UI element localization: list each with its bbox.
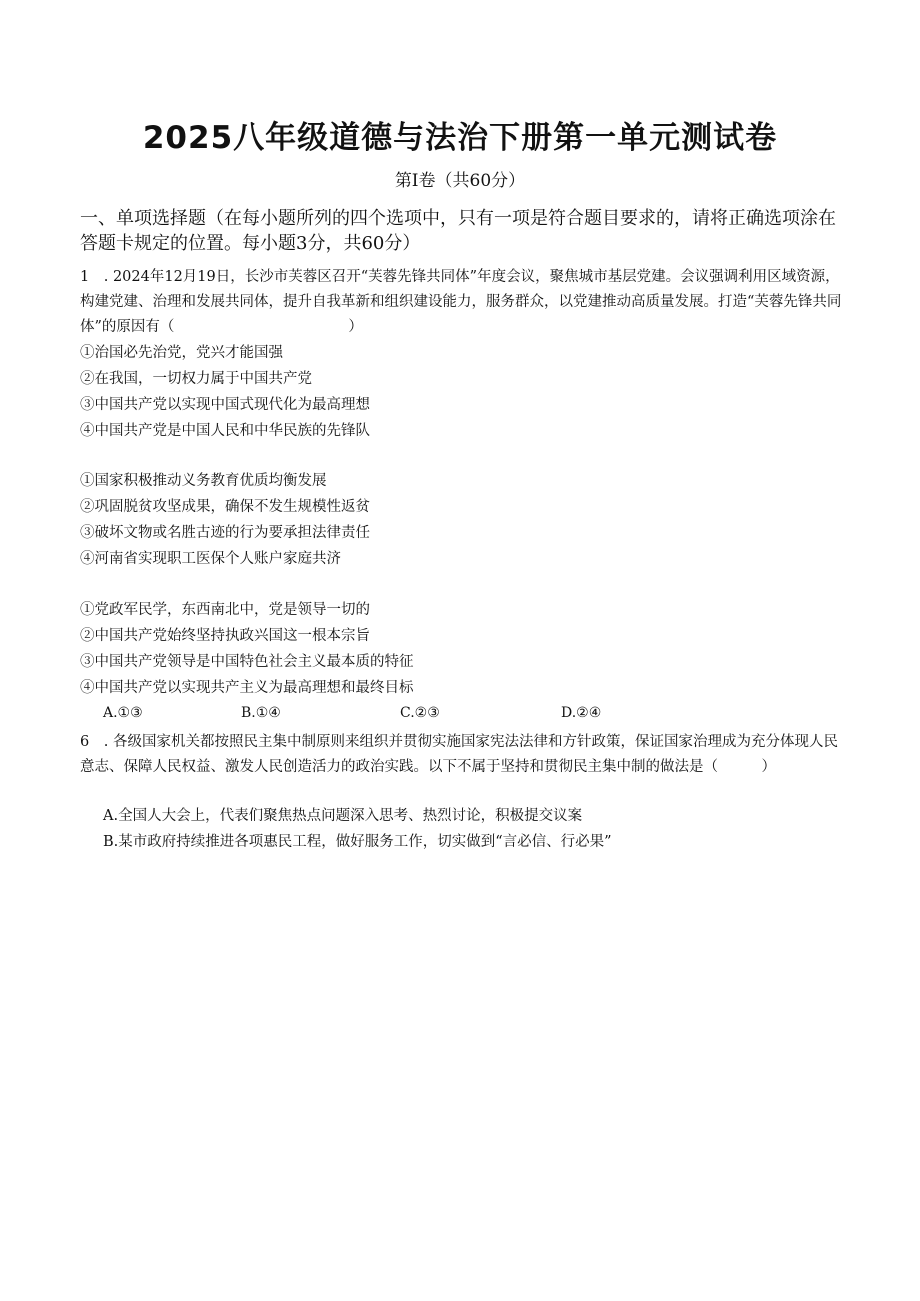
block-3-item-2: ②中国共产党始终坚持执政兴国这一根本宗旨 bbox=[80, 628, 370, 644]
question-1-item-4: ④中国共产党是中国人民和中华民族的先锋队 bbox=[80, 423, 370, 439]
block-3-options bbox=[103, 705, 663, 725]
question-1-item-1: ①治国必先治党，党兴才能国强 bbox=[80, 345, 283, 361]
question-1-item-3: ③中国共产党以实现中国式现代化为最高理想 bbox=[80, 397, 370, 413]
block-2-item-3: ③破坏文物或名胜古迹的行为要承担法律责任 bbox=[80, 525, 370, 541]
option-c: C.②③ bbox=[400, 705, 440, 721]
option-b: B.①④ bbox=[241, 705, 281, 721]
question-6-stem: 6 . 各级国家机关都按照民主集中制原则来组织并贯彻实施国家宪法法律和方针政策，保证国家治理成为充分体现人民意志、保障人民权益、激发人民创造活力的政治实践。以下不属于坚持和贯彻民主集中制的做法是（ ） bbox=[80, 734, 838, 775]
question-6-option-b: B.某市政府持续推进各项惠民工程，做好服务工作，切实做到“言必信、行必果” bbox=[103, 834, 612, 850]
question-1-item-2: ②在我国，一切权力属于中国共产党 bbox=[80, 371, 312, 387]
block-2-item-2: ②巩固脱贫攻坚成果，确保不发生规模性返贫 bbox=[80, 499, 370, 515]
question-1-stem: 1 . 2024年12月19日，长沙市芙蓉区召开“芙蓉先锋共同体”年度会议，聚焦城市基层党建。会议强调利用区域资源，构建党建、治理和发展共同体，提升自我革新和组织建设能力，服务群众，以党建推动高质量发展。打造“芙蓉先锋共同体”的原因有（ ） bbox=[80, 269, 842, 335]
block-3-item-4: ④中国共产党以实现共产主义为最高理想和最终目标 bbox=[80, 680, 414, 696]
option-a: A.①③ bbox=[103, 705, 143, 721]
question-6-option-a: A.全国人大会上，代表们聚焦热点问题深入思考、热烈讨论，积极提交议案 bbox=[103, 808, 583, 824]
block-3-item-3: ③中国共产党领导是中国特色社会主义最本质的特征 bbox=[80, 654, 414, 670]
block-2-item-4: ④河南省实现职工医保个人账户家庭共济 bbox=[80, 551, 341, 567]
exam-title: 2025八年级道德与法治下册第一单元测试卷 bbox=[142, 120, 778, 156]
exam-subtitle: 第I卷（共60分） bbox=[394, 171, 526, 191]
block-3-item-1: ①党政军民学，东西南北中，党是领导一切的 bbox=[80, 602, 370, 618]
block-2-item-1: ①国家积极推动义务教育优质均衡发展 bbox=[80, 473, 327, 489]
option-d: D.②④ bbox=[561, 705, 602, 721]
section-heading: 一、单项选择题（在每小题所列的四个选项中，只有一项是符合题目要求的，请将正确选项涂在答题卡规定的位置。每小题3分，共60分） bbox=[80, 208, 836, 254]
